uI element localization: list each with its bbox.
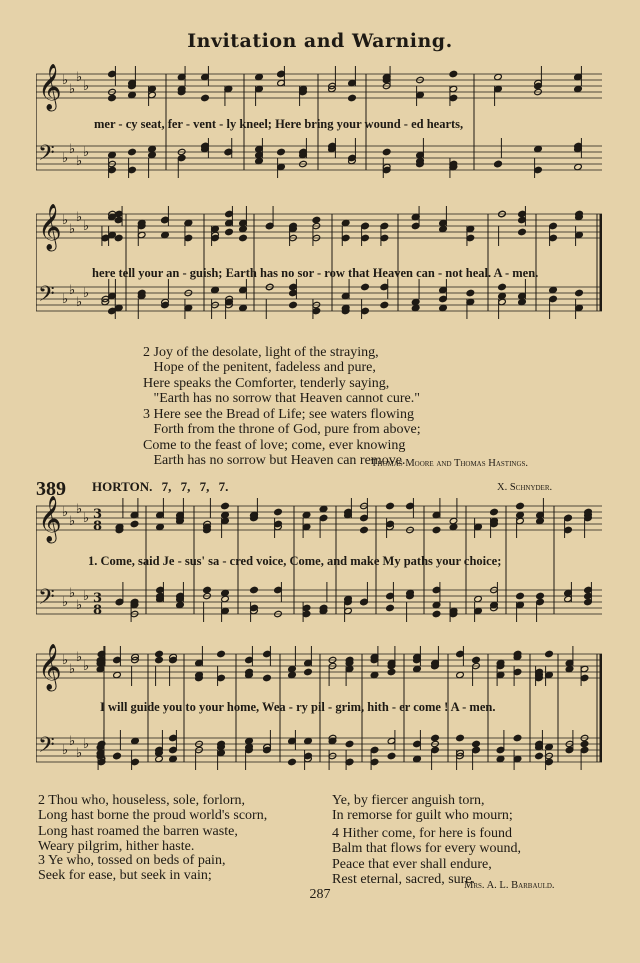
bass-clef-icon: 𝄢 xyxy=(38,141,55,171)
note-head xyxy=(169,755,178,762)
note-head xyxy=(217,650,226,657)
treble-clef-icon: 𝄞 xyxy=(38,644,62,690)
note-head xyxy=(516,592,525,599)
flat-icon: ♭ xyxy=(69,586,76,601)
note-head xyxy=(221,589,230,596)
flat-icon: ♭ xyxy=(69,142,76,157)
note-head xyxy=(387,668,396,675)
flat-icon: ♭ xyxy=(76,210,83,225)
note-head xyxy=(263,674,272,681)
note-head xyxy=(176,601,185,608)
treble-clef-icon: 𝄞 xyxy=(38,64,62,110)
note-head xyxy=(360,526,369,533)
note-head xyxy=(439,225,448,232)
note-head xyxy=(380,301,389,308)
note-head xyxy=(108,94,117,101)
flat-icon: ♭ xyxy=(76,502,83,517)
note-head xyxy=(148,151,157,158)
note-head xyxy=(370,671,379,678)
verse-2-left: 2 Thou who, houseless, sole, forlorn, Long hast borne the proud world's scorn, Long hast roamed the barren waste, Weary pilgrim, hither haste. xyxy=(38,793,268,854)
note-head xyxy=(432,601,441,608)
note-head xyxy=(413,755,422,762)
flat-icon: ♭ xyxy=(69,662,76,677)
note-head xyxy=(386,604,395,611)
note-head xyxy=(516,511,525,518)
note-head xyxy=(255,73,264,80)
lyric-text: mer - cy seat, fer - vent - ly kneel; Here bring your wound - ed hearts, xyxy=(94,117,464,131)
flat-icon: ♭ xyxy=(62,213,69,228)
flat-icon: ♭ xyxy=(62,595,69,610)
bass-clef-icon: 𝄢 xyxy=(38,733,55,763)
flat-icon: ♭ xyxy=(76,70,83,85)
note-head xyxy=(239,304,248,311)
lyric-text: here tell your an - guish; Earth has no sor - row that Heaven can - not heal. A - men. xyxy=(92,266,539,280)
time-signature: 3 xyxy=(93,507,103,522)
note-head xyxy=(288,671,297,678)
note-head xyxy=(201,94,210,101)
note-head xyxy=(411,304,420,311)
flat-icon: ♭ xyxy=(62,653,69,668)
note-head xyxy=(536,517,545,524)
flat-icon: ♭ xyxy=(83,511,90,526)
note-head xyxy=(432,526,441,533)
note-head xyxy=(131,737,140,744)
flat-icon: ♭ xyxy=(83,79,90,94)
note-head xyxy=(534,145,543,152)
note-head xyxy=(382,148,391,155)
note-head xyxy=(545,743,554,750)
note-head xyxy=(496,755,505,762)
note-head xyxy=(432,610,441,617)
verse-3-left: 3 Ye who, tossed on beds of pain, Seek for ease, but seek in vain; xyxy=(38,853,226,884)
note-head xyxy=(203,586,212,593)
meter: 7, 7, 7, 7. xyxy=(161,479,229,494)
note-head xyxy=(361,283,370,290)
note-head xyxy=(516,502,525,509)
note-head xyxy=(449,517,458,524)
note-head xyxy=(277,148,286,155)
note-head xyxy=(574,85,583,92)
note-head xyxy=(518,298,527,305)
note-head xyxy=(565,665,574,672)
lyric-text: I will guide you to your home, Wea - ry pil - grim, hith - er come ! A - men. xyxy=(100,700,496,714)
verse-2: 2 Joy of the desolate, light of the straying, Hope of the penitent, fadeless and pure, Here speaks the Comforter, tenderly saying, "Earth has no sorrow that Heaven cannot cure." xyxy=(143,345,420,406)
note-head xyxy=(155,650,164,657)
flat-icon: ♭ xyxy=(76,154,83,169)
note-head xyxy=(108,151,117,158)
note-head xyxy=(466,289,475,296)
note-head xyxy=(449,70,458,77)
note-head xyxy=(221,595,230,602)
flat-icon: ♭ xyxy=(83,589,90,604)
author-credit-2: Mrs. A. L. Barbauld. xyxy=(464,880,555,891)
flat-icon: ♭ xyxy=(69,734,76,749)
note-head xyxy=(255,157,264,164)
note-head xyxy=(456,734,465,741)
note-head xyxy=(304,668,313,675)
note-head xyxy=(498,283,507,290)
note-head xyxy=(288,758,297,765)
hymn-number: 389 xyxy=(36,478,66,500)
note-head xyxy=(575,289,584,296)
flat-icon: ♭ xyxy=(83,219,90,234)
note-head xyxy=(574,163,583,170)
verse-3-right: Ye, by fiercer anguish torn, In remorse for guilt who mourn; xyxy=(332,793,513,824)
flat-icon: ♭ xyxy=(69,514,76,529)
note-head xyxy=(472,656,481,663)
bass-clef-icon: 𝄢 xyxy=(38,282,55,312)
note-head xyxy=(535,752,544,759)
note-head xyxy=(221,511,230,518)
note-head xyxy=(96,665,105,672)
note-head xyxy=(128,148,137,155)
page-number: 287 xyxy=(309,887,331,902)
note-head xyxy=(341,219,350,226)
note-head xyxy=(345,740,354,747)
note-head xyxy=(245,737,254,744)
note-head xyxy=(494,160,503,167)
note-head xyxy=(431,734,440,741)
note-head xyxy=(148,145,157,152)
note-head xyxy=(304,737,313,744)
flat-icon: ♭ xyxy=(69,222,76,237)
note-head xyxy=(312,216,321,223)
note-head xyxy=(156,523,165,530)
note-head xyxy=(474,595,483,602)
flat-icon: ♭ xyxy=(83,737,90,752)
note-head xyxy=(113,752,122,759)
note-head xyxy=(288,665,297,672)
author-credit: Thomas Moore and Thomas Hastings. xyxy=(371,458,529,469)
flat-icon: ♭ xyxy=(69,283,76,298)
note-head xyxy=(289,301,298,308)
note-head xyxy=(549,286,558,293)
note-head xyxy=(302,511,311,518)
flat-icon: ♭ xyxy=(76,746,83,761)
flat-icon: ♭ xyxy=(62,151,69,166)
flat-icon: ♭ xyxy=(76,295,83,310)
time-signature: 8 xyxy=(93,519,103,534)
note-head xyxy=(319,505,328,512)
treble-clef-icon: 𝄞 xyxy=(38,204,62,250)
note-head xyxy=(128,91,137,98)
note-head xyxy=(472,740,481,747)
note-head xyxy=(250,586,259,593)
flat-icon: ♭ xyxy=(62,73,69,88)
note-head xyxy=(161,231,170,238)
note-head xyxy=(113,671,122,678)
note-head xyxy=(536,592,545,599)
time-signature: 8 xyxy=(93,603,103,618)
tune-name xyxy=(92,479,228,495)
verse-4-right: 4 Hither come, for here is found Balm that flows for every wound, Peace that ever shall endure, Rest eternal, sacred, sure. xyxy=(332,826,521,887)
note-head xyxy=(239,234,248,241)
note-head xyxy=(449,523,458,530)
note-head xyxy=(386,502,395,509)
flat-icon: ♭ xyxy=(69,82,76,97)
note-head xyxy=(221,502,230,509)
flat-icon: ♭ xyxy=(83,145,90,160)
note-head xyxy=(490,508,499,515)
lyric-text: 1. Come, said Je - sus' sa - cred voice, Come, and make My paths your choice; xyxy=(88,554,502,568)
note-head xyxy=(155,656,164,663)
flat-icon: ♭ xyxy=(76,650,83,665)
time-signature: 3 xyxy=(93,591,103,606)
flat-icon: ♭ xyxy=(62,292,69,307)
note-head xyxy=(274,508,283,515)
note-head xyxy=(411,298,420,305)
note-head xyxy=(580,740,589,747)
note-head xyxy=(494,73,503,80)
flat-icon: ♭ xyxy=(83,659,90,674)
note-head xyxy=(130,520,139,527)
note-head xyxy=(155,755,164,762)
flat-icon: ♭ xyxy=(76,598,83,613)
tune-title: HORTON. xyxy=(92,479,153,494)
note-head xyxy=(518,228,527,235)
composer-credit: X. Schnyder. xyxy=(497,482,553,493)
page-title: Invitation and Warning. xyxy=(187,30,453,52)
note-head xyxy=(513,734,522,741)
note-head xyxy=(348,94,357,101)
note-head xyxy=(413,665,422,672)
note-head xyxy=(225,228,234,235)
note-head xyxy=(498,292,507,299)
note-head xyxy=(239,225,248,232)
treble-clef-icon: 𝄞 xyxy=(38,496,62,542)
flat-icon: ♭ xyxy=(62,505,69,520)
note-head xyxy=(456,671,465,678)
note-head xyxy=(439,304,448,311)
verse-3: 3 Here see the Bread of Life; see waters flowing Forth from the throne of God, pure from above; Come to the feast of love; come, ever knowing Earth has no sorrow but Heaven can remove. xyxy=(143,407,421,468)
flat-icon: ♭ xyxy=(62,743,69,758)
flat-icon: ♭ xyxy=(83,286,90,301)
note-head xyxy=(545,650,554,657)
note-head xyxy=(211,286,220,293)
bass-clef-icon: 𝄢 xyxy=(38,585,55,615)
note-head xyxy=(387,752,396,759)
